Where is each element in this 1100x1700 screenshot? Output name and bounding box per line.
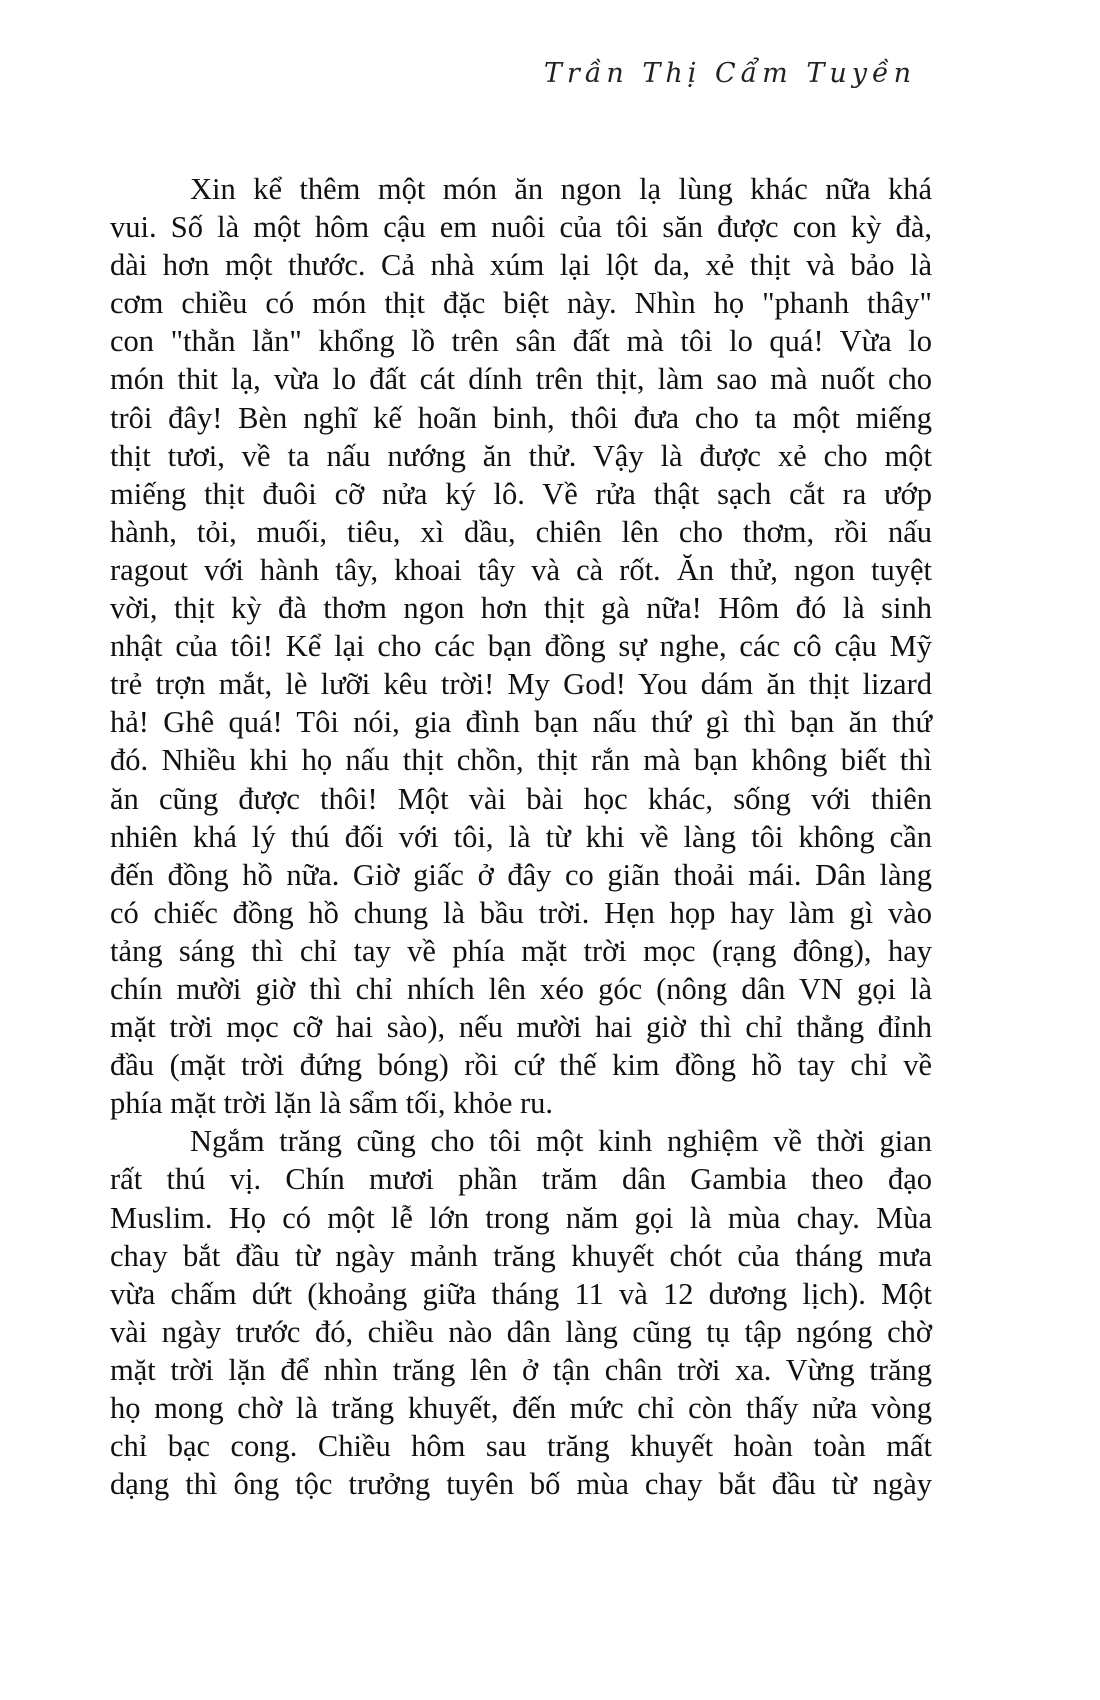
text-line: mặt trời mọc cỡ hai sào), nếu mười hai giờ thì chỉ thẳng đỉnh — [110, 1010, 932, 1045]
text-line: dạng thì ông tộc trưởng tuyên bố mùa chay bắt đầu từ ngày — [110, 1467, 932, 1502]
paragraph-2 — [110, 1122, 932, 1503]
text-line: chín mười giờ thì chỉ nhích lên xéo góc (nông dân VN gọi là — [110, 971, 932, 1006]
text-line: thịt tươi, về ta nấu nướng ăn thử. Vậy là được xẻ cho một — [110, 438, 932, 473]
text-line: miếng thịt đuôi cỡ nửa ký lô. Về rửa thật sạch cắt ra ướp — [110, 476, 932, 511]
text-line: họ mong chờ là trăng khuyết, đến mức chỉ còn thấy nửa vòng — [110, 1391, 932, 1425]
text-line: vừa chấm dứt (khoảng giữa tháng 11 và 12 dương lịch). Một — [110, 1276, 932, 1311]
text-line: Muslim. Họ có một lễ lớn trong năm gọi là mùa chay. Mùa — [110, 1200, 932, 1235]
text-line: vài ngày trước đó, chiều nào dân làng cũng tụ tập ngóng chờ — [110, 1314, 932, 1349]
text-line: hành, tỏi, muối, tiêu, xì dầu, chiên lên cho thơm, rồi nấu — [110, 514, 932, 549]
body-text — [110, 170, 932, 1503]
text-line: đó. Nhiều khi họ nấu thịt chồn, thịt rắn mà bạn không biết thì — [110, 743, 932, 778]
text-line: tảng sáng thì chỉ tay về phía mặt trời mọc (rạng đông), hay — [110, 933, 932, 968]
text-line: rất thú vị. Chín mươi phần trăm dân Gambia theo đạo — [110, 1162, 932, 1197]
text-line: mặt trời lặn để nhìn trăng lên ở tận chân trời xa. Vừng trăng — [110, 1352, 932, 1387]
text-line: nhật của tôi! Kể lại cho các bạn đồng sự nghe, các cô cậu Mỹ — [110, 629, 932, 664]
text-line: ragout với hành tây, khoai tây và cà rốt. Ăn thử, ngon tuyệt — [110, 552, 932, 587]
text-line: có chiếc đồng hồ chung là bầu trời. Hẹn họp hay làm gì vào — [110, 895, 932, 930]
text-line: trôi đây! Bèn nghĩ kế hoãn binh, thôi đưa cho ta một miếng — [110, 400, 932, 435]
text-line: ăn cũng được thôi! Một vài bài học khác, sống với thiên — [110, 781, 932, 816]
paragraph-1 — [110, 170, 932, 1122]
text-line: món thit lạ, vừa lo đất cát dính trên thịt, làm sao mà nuốt cho — [110, 362, 932, 397]
text-line: Ngắm trăng cũng cho tôi một kinh nghiệm về thời gian — [190, 1124, 932, 1159]
text-line: chay bắt đầu từ ngày mảnh trăng khuyết chót của tháng mưa — [110, 1238, 932, 1273]
text-line: con "thằn lằn" khổng lồ trên sân đất mà tôi lo quá! Vừa lo — [110, 324, 932, 359]
text-line: vời, thịt kỳ đà thơm ngon hơn thịt gà nữa! Hôm đó là sinh — [110, 591, 932, 626]
text-line: phía mặt trời lặn là sẩm tối, khỏe ru. — [110, 1086, 554, 1121]
text-line: đầu (mặt trời đứng bóng) rồi cứ thế kim đồng hồ tay chỉ về — [110, 1048, 932, 1083]
text-line: nhiên khá lý thú đối với tôi, là từ khi về làng tôi không cần — [110, 819, 932, 854]
text-line: cơm chiều có món thịt đặc biệt này. Nhìn họ "phanh thây" — [110, 286, 932, 321]
text-line: đến đồng hồ nữa. Giờ giấc ở đây co giãn thoải mái. Dân làng — [110, 857, 932, 892]
text-line: vui. Số là một hôm cậu em nuôi của tôi săn được con kỳ đà, — [110, 210, 932, 245]
text-line: Xin kể thêm một món ăn ngon lạ lùng khác nữa khá — [190, 172, 932, 206]
text-line: chỉ bạc cong. Chiều hôm sau trăng khuyết hoàn toàn mất — [110, 1429, 932, 1464]
running-header-author: Trần Thị Cẩm Tuyền — [543, 58, 916, 89]
text-line: hả! Ghê quá! Tôi nói, gia đình bạn nấu thứ gì thì bạn ăn thứ — [110, 705, 932, 740]
text-line: dài hơn một thước. Cả nhà xúm lại lột da, xẻ thịt và bảo là — [110, 248, 932, 283]
text-line: trẻ trợn mắt, lè lưỡi kêu trời! My God! You dám ăn thịt lizard — [110, 667, 932, 702]
